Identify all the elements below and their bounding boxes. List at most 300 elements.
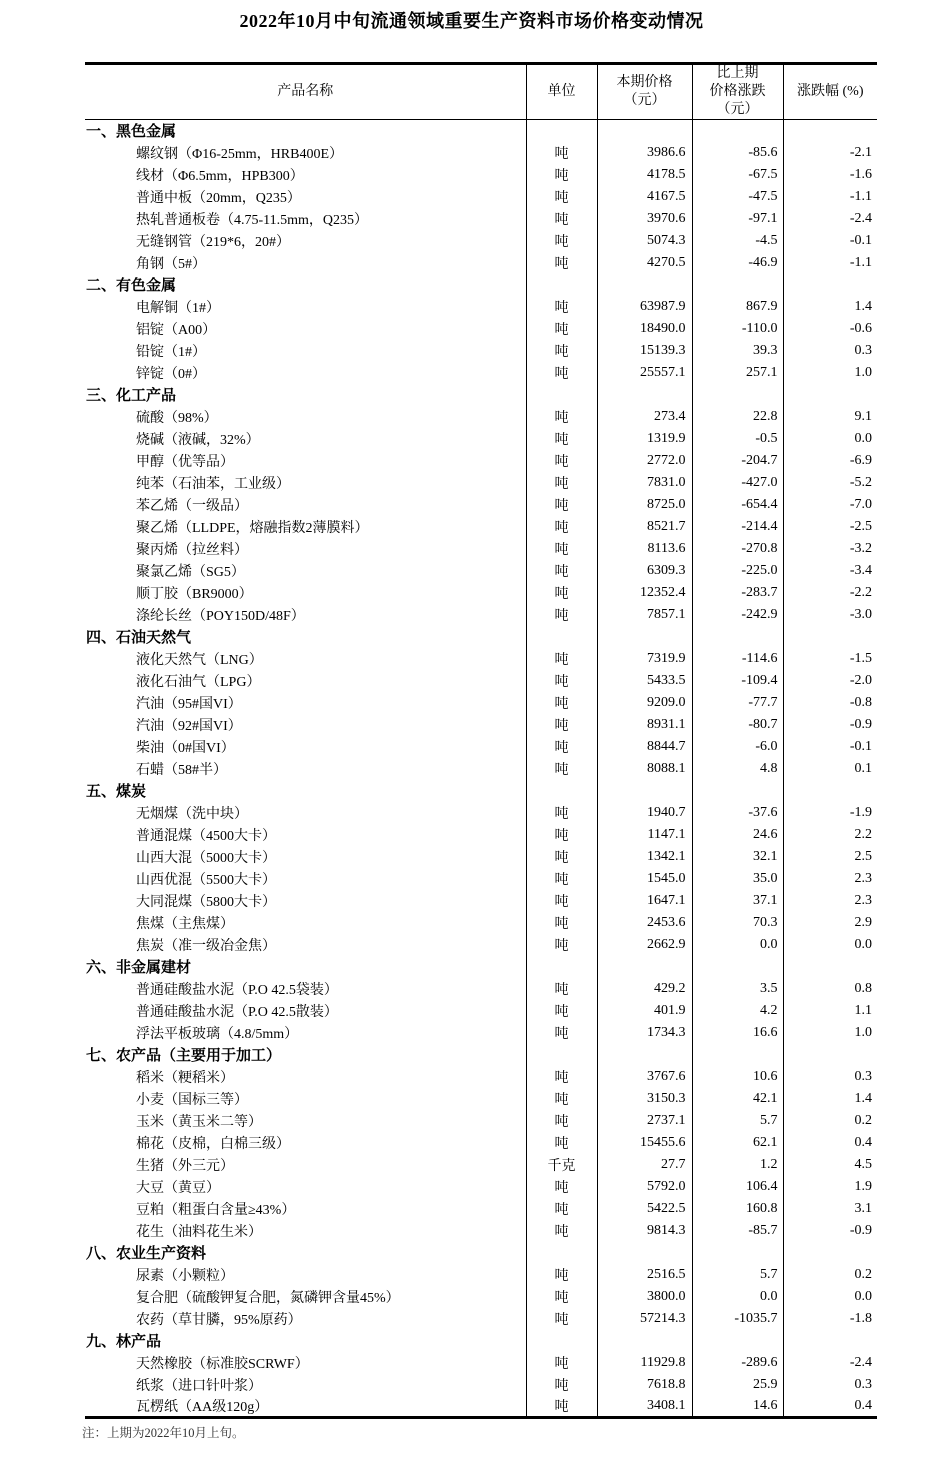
- product-row: [85, 406, 877, 428]
- product-name-cell: 山西优混（5500大卡）: [85, 868, 526, 890]
- product-row: [85, 252, 877, 274]
- current-price-cell: 1647.1: [597, 890, 692, 912]
- change-pct-cell: 0.8: [854, 980, 872, 996]
- current-price-cell: 25557.1: [597, 362, 692, 384]
- unit-cell: 吨: [526, 604, 597, 626]
- unit-cell: 吨: [526, 472, 597, 494]
- product-name-cell: 液化石油气（LPG）: [85, 670, 526, 692]
- product-row: [85, 868, 877, 890]
- product-name-cell: 线材（Φ6.5mm，HPB300）: [85, 164, 526, 186]
- empty-cell: [597, 780, 692, 802]
- product-row: [85, 538, 877, 560]
- price-change-cell: -46.9: [692, 252, 783, 274]
- unit-cell: 吨: [526, 934, 597, 956]
- change-pct-cell: -2.2: [849, 584, 872, 600]
- change-pct-cell: 0.4: [854, 1134, 872, 1150]
- price-change-cell: 257.1: [692, 362, 783, 384]
- product-name-cell: 汽油（92#国VI）: [85, 714, 526, 736]
- empty-cell: [692, 626, 783, 648]
- product-name-cell: 普通混煤（4500大卡）: [85, 824, 526, 846]
- product-row: [85, 1154, 877, 1176]
- product-name-cell: 尿素（小颗粒）: [85, 1264, 526, 1286]
- price-change-cell: 70.3: [692, 912, 783, 934]
- section-title: 一、黑色金属: [85, 120, 526, 142]
- unit-cell: 吨: [526, 362, 597, 384]
- product-name-cell: 普通硅酸盐水泥（P.O 42.5散装）: [85, 1000, 526, 1022]
- empty-cell: [692, 1330, 783, 1352]
- product-row: [85, 1198, 877, 1220]
- unit-cell: 吨: [526, 868, 597, 890]
- change-pct-cell: -1.6: [849, 166, 872, 182]
- empty-cell: [597, 1330, 692, 1352]
- product-name-cell: 普通硅酸盐水泥（P.O 42.5袋装）: [85, 978, 526, 1000]
- product-name-cell: 硫酸（98%）: [85, 406, 526, 428]
- product-row: [85, 142, 877, 164]
- product-name-cell: 铝锭（A00）: [85, 318, 526, 340]
- change-pct-cell: 2.5: [854, 848, 872, 864]
- price-change-cell: 22.8: [692, 406, 783, 428]
- change-pct-cell: 0.0: [854, 936, 872, 952]
- product-name-cell: 石蜡（58#半）: [85, 758, 526, 780]
- change-pct-cell: 0.2: [854, 1266, 872, 1282]
- product-name-cell: 复合肥（硫酸钾复合肥，氮磷钾含量45%）: [85, 1286, 526, 1308]
- product-row: [85, 1088, 877, 1110]
- product-name-cell: 汽油（95#国VI）: [85, 692, 526, 714]
- price-change-cell: 62.1: [692, 1132, 783, 1154]
- current-price-cell: 9814.3: [597, 1220, 692, 1242]
- price-change-cell: -80.7: [692, 714, 783, 736]
- product-row: [85, 1000, 877, 1022]
- price-change-cell: 32.1: [692, 846, 783, 868]
- product-row: [85, 560, 877, 582]
- product-name-cell: 纯苯（石油苯，工业级）: [85, 472, 526, 494]
- price-change-cell: -4.5: [692, 230, 783, 252]
- change-pct-cell: 1.1: [854, 1002, 872, 1018]
- current-price-cell: 1545.0: [597, 868, 692, 890]
- change-pct-cell: -1.9: [849, 804, 872, 820]
- section-title: 九、林产品: [85, 1330, 526, 1352]
- price-change-cell: 5.7: [692, 1264, 783, 1286]
- current-price-cell: 1342.1: [597, 846, 692, 868]
- change-pct-cell: 3.1: [854, 1200, 872, 1216]
- product-name-cell: 天然橡胶（标准胶SCRWF）: [85, 1352, 526, 1374]
- product-row: [85, 1110, 877, 1132]
- change-pct-cell: -2.5: [849, 518, 872, 534]
- unit-cell: 吨: [526, 846, 597, 868]
- change-pct-cell: -0.6: [849, 320, 872, 336]
- product-name-cell: 聚丙烯（拉丝料）: [85, 538, 526, 560]
- current-price-cell: 8931.1: [597, 714, 692, 736]
- empty-cell: [783, 1242, 877, 1264]
- price-change-cell: -77.7: [692, 692, 783, 714]
- current-price-cell: 18490.0: [597, 318, 692, 340]
- section-title: 四、石油天然气: [85, 626, 526, 648]
- section-row: [85, 626, 877, 648]
- unit-cell: 吨: [526, 1176, 597, 1198]
- empty-cell: [783, 956, 877, 978]
- empty-cell: [783, 780, 877, 802]
- price-change-cell: 37.1: [692, 890, 783, 912]
- empty-cell: [692, 1242, 783, 1264]
- current-price-cell: 4270.5: [597, 252, 692, 274]
- price-change-cell: -97.1: [692, 208, 783, 230]
- price-change-cell: -47.5: [692, 186, 783, 208]
- change-pct-cell: 2.9: [854, 914, 872, 930]
- price-change-cell: -242.9: [692, 604, 783, 626]
- price-change-cell: 0.0: [692, 1286, 783, 1308]
- unit-cell: 吨: [526, 318, 597, 340]
- price-change-cell: 10.6: [692, 1066, 783, 1088]
- product-row: [85, 164, 877, 186]
- unit-cell: 吨: [526, 1198, 597, 1220]
- page-title: 2022年10月中旬流通领域重要生产资料市场价格变动情况: [239, 11, 704, 31]
- header-current-price: 本期价格 （元）: [597, 64, 692, 120]
- current-price-cell: 1734.3: [597, 1022, 692, 1044]
- header-change-pct: 涨跌幅 (%): [783, 64, 877, 120]
- product-row: [85, 802, 877, 824]
- change-pct-cell: -2.1: [849, 144, 872, 160]
- change-pct-cell: -0.8: [849, 694, 872, 710]
- product-row: [85, 428, 877, 450]
- current-price-cell: 3150.3: [597, 1088, 692, 1110]
- current-price-cell: 273.4: [597, 406, 692, 428]
- price-change-cell: -37.6: [692, 802, 783, 824]
- product-name-cell: 顺丁胶（BR9000）: [85, 582, 526, 604]
- product-row: [85, 362, 877, 384]
- price-change-cell: 3.5: [692, 978, 783, 1000]
- price-change-cell: -6.0: [692, 736, 783, 758]
- price-change-cell: -225.0: [692, 560, 783, 582]
- unit-cell: 吨: [526, 164, 597, 186]
- price-change-cell: -427.0: [692, 472, 783, 494]
- empty-cell: [692, 1044, 783, 1066]
- unit-cell: 吨: [526, 1000, 597, 1022]
- price-change-cell: -214.4: [692, 516, 783, 538]
- price-change-cell: 4.8: [692, 758, 783, 780]
- current-price-cell: 15139.3: [597, 340, 692, 362]
- price-table-body: [85, 120, 877, 1418]
- unit-cell: 吨: [526, 1308, 597, 1330]
- change-pct-cell: -6.9: [849, 452, 872, 468]
- product-name-cell: 山西大混（5000大卡）: [85, 846, 526, 868]
- current-price-cell: 8521.7: [597, 516, 692, 538]
- product-row: [85, 714, 877, 736]
- product-name-cell: 生猪（外三元）: [85, 1154, 526, 1176]
- product-name-cell: 棉花（皮棉，白棉三级）: [85, 1132, 526, 1154]
- change-pct-cell: 0.1: [854, 760, 872, 776]
- unit-cell: 吨: [526, 692, 597, 714]
- product-row: [85, 758, 877, 780]
- change-pct-cell: -5.2: [849, 474, 872, 490]
- change-pct-cell: -2.4: [849, 210, 872, 226]
- section-row: [85, 120, 877, 142]
- change-pct-cell: 1.9: [854, 1178, 872, 1194]
- change-pct-cell: 0.3: [854, 1376, 872, 1392]
- product-row: [85, 296, 877, 318]
- unit-cell: 吨: [526, 648, 597, 670]
- current-price-cell: 8113.6: [597, 538, 692, 560]
- product-row: [85, 340, 877, 362]
- unit-cell: 吨: [526, 1022, 597, 1044]
- section-title: 三、化工产品: [85, 384, 526, 406]
- empty-cell: [597, 1242, 692, 1264]
- section-row: [85, 274, 877, 296]
- unit-cell: 吨: [526, 670, 597, 692]
- unit-cell: 吨: [526, 560, 597, 582]
- unit-cell: 吨: [526, 340, 597, 362]
- empty-cell: [692, 956, 783, 978]
- product-name-cell: 焦炭（准一级冶金焦）: [85, 934, 526, 956]
- section-row: [85, 384, 877, 406]
- price-change-cell: -67.5: [692, 164, 783, 186]
- current-price-cell: 1940.7: [597, 802, 692, 824]
- price-change-cell: -85.6: [692, 142, 783, 164]
- header-unit: 单位: [526, 64, 597, 120]
- change-pct-cell: -2.0: [849, 672, 872, 688]
- unit-cell: 吨: [526, 1396, 597, 1418]
- product-name-cell: 苯乙烯（一级品）: [85, 494, 526, 516]
- product-row: [85, 978, 877, 1000]
- empty-cell: [692, 120, 783, 142]
- price-change-cell: -283.7: [692, 582, 783, 604]
- unit-cell: 吨: [526, 1286, 597, 1308]
- section-row: [85, 780, 877, 802]
- current-price-cell: 3408.1: [597, 1396, 692, 1418]
- current-price-cell: 2662.9: [597, 934, 692, 956]
- header-product-name: 产品名称: [85, 64, 526, 120]
- price-change-cell: 14.6: [692, 1396, 783, 1418]
- change-pct-cell: 0.0: [854, 430, 872, 446]
- unit-cell: 吨: [526, 758, 597, 780]
- unit-cell: 吨: [526, 142, 597, 164]
- product-row: [85, 934, 877, 956]
- section-row: [85, 1330, 877, 1352]
- current-price-cell: 7857.1: [597, 604, 692, 626]
- unit-cell: 吨: [526, 1264, 597, 1286]
- product-name-cell: 浮法平板玻璃（4.8/5mm）: [85, 1022, 526, 1044]
- product-row: [85, 912, 877, 934]
- price-change-cell: 25.9: [692, 1374, 783, 1396]
- product-row: [85, 1374, 877, 1396]
- product-name-cell: 玉米（黄玉米二等）: [85, 1110, 526, 1132]
- current-price-cell: 4167.5: [597, 186, 692, 208]
- current-price-cell: 8844.7: [597, 736, 692, 758]
- change-pct-cell: -1.1: [849, 254, 872, 270]
- unit-cell: 吨: [526, 714, 597, 736]
- empty-cell: [783, 1044, 877, 1066]
- change-pct-cell: 1.0: [854, 364, 872, 380]
- product-name-cell: 锌锭（0#）: [85, 362, 526, 384]
- unit-cell: 吨: [526, 406, 597, 428]
- section-row: [85, 956, 877, 978]
- unit-cell: 吨: [526, 252, 597, 274]
- header-row: [85, 64, 877, 120]
- empty-cell: [783, 274, 877, 296]
- change-pct-cell: -0.1: [849, 738, 872, 754]
- unit-cell: 吨: [526, 428, 597, 450]
- unit-cell: 吨: [526, 516, 597, 538]
- price-change-cell: 42.1: [692, 1088, 783, 1110]
- price-change-cell: 39.3: [692, 340, 783, 362]
- current-price-cell: 3767.6: [597, 1066, 692, 1088]
- product-name-cell: 聚乙烯（LLDPE，熔融指数2薄膜料）: [85, 516, 526, 538]
- product-row: [85, 1396, 877, 1418]
- price-change-cell: -270.8: [692, 538, 783, 560]
- product-row: [85, 186, 877, 208]
- price-change-cell: -289.6: [692, 1352, 783, 1374]
- unit-cell: 吨: [526, 978, 597, 1000]
- change-pct-cell: 4.5: [854, 1156, 872, 1172]
- current-price-cell: 7831.0: [597, 472, 692, 494]
- product-name-cell: 铅锭（1#）: [85, 340, 526, 362]
- empty-cell: [597, 274, 692, 296]
- unit-cell: 吨: [526, 296, 597, 318]
- unit-cell: 吨: [526, 912, 597, 934]
- product-name-cell: 螺纹钢（Φ16-25mm，HRB400E）: [85, 142, 526, 164]
- product-row: [85, 208, 877, 230]
- product-name-cell: 甲醇（优等品）: [85, 450, 526, 472]
- price-change-cell: -110.0: [692, 318, 783, 340]
- product-row: [85, 1220, 877, 1242]
- price-change-cell: -114.6: [692, 648, 783, 670]
- current-price-cell: 8088.1: [597, 758, 692, 780]
- change-pct-cell: 2.3: [854, 870, 872, 886]
- empty-cell: [526, 384, 597, 406]
- current-price-cell: 15455.6: [597, 1132, 692, 1154]
- current-price-cell: 6309.3: [597, 560, 692, 582]
- section-row: [85, 1044, 877, 1066]
- current-price-cell: 5433.5: [597, 670, 692, 692]
- unit-cell: 吨: [526, 1110, 597, 1132]
- unit-cell: 吨: [526, 824, 597, 846]
- current-price-cell: 7319.9: [597, 648, 692, 670]
- product-name-cell: 液化天然气（LNG）: [85, 648, 526, 670]
- empty-cell: [692, 274, 783, 296]
- empty-cell: [692, 780, 783, 802]
- product-row: [85, 1308, 877, 1330]
- current-price-cell: 1319.9: [597, 428, 692, 450]
- current-price-cell: 8725.0: [597, 494, 692, 516]
- product-name-cell: 大同混煤（5800大卡）: [85, 890, 526, 912]
- unit-cell: 吨: [526, 538, 597, 560]
- product-row: [85, 1264, 877, 1286]
- change-pct-cell: 0.4: [854, 1397, 872, 1413]
- product-name-cell: 聚氯乙烯（SG5）: [85, 560, 526, 582]
- product-name-cell: 豆粕（粗蛋白含量≥43%）: [85, 1198, 526, 1220]
- product-row: [85, 648, 877, 670]
- product-row: [85, 846, 877, 868]
- change-pct-cell: -1.8: [849, 1310, 872, 1326]
- price-change-cell: 5.7: [692, 1110, 783, 1132]
- empty-cell: [597, 1044, 692, 1066]
- product-row: [85, 582, 877, 604]
- empty-cell: [526, 1330, 597, 1352]
- section-title: 八、农业生产资料: [85, 1242, 526, 1264]
- product-name-cell: 普通中板（20mm，Q235）: [85, 186, 526, 208]
- unit-cell: 吨: [526, 494, 597, 516]
- product-name-cell: 大豆（黄豆）: [85, 1176, 526, 1198]
- current-price-cell: 3800.0: [597, 1286, 692, 1308]
- product-name-cell: 烧碱（液碱，32%）: [85, 428, 526, 450]
- change-pct-cell: 0.2: [854, 1112, 872, 1128]
- change-pct-cell: 0.0: [854, 1288, 872, 1304]
- product-row: [85, 516, 877, 538]
- change-pct-cell: -0.9: [849, 716, 872, 732]
- product-row: [85, 1132, 877, 1154]
- product-row: [85, 1022, 877, 1044]
- change-pct-cell: -2.4: [849, 1354, 872, 1370]
- product-row: [85, 1176, 877, 1198]
- empty-cell: [526, 956, 597, 978]
- product-row: [85, 890, 877, 912]
- empty-cell: [526, 780, 597, 802]
- empty-cell: [526, 1044, 597, 1066]
- unit-cell: 吨: [526, 1220, 597, 1242]
- header-price-change: 比上期 价格涨跌 （元）: [692, 64, 783, 120]
- section-title: 五、煤炭: [85, 780, 526, 802]
- price-change-cell: 867.9: [692, 296, 783, 318]
- current-price-cell: 2772.0: [597, 450, 692, 472]
- product-name-cell: 小麦（国标三等）: [85, 1088, 526, 1110]
- price-change-cell: -109.4: [692, 670, 783, 692]
- empty-cell: [597, 384, 692, 406]
- price-change-cell: 35.0: [692, 868, 783, 890]
- change-pct-cell: -3.2: [849, 540, 872, 556]
- product-row: [85, 230, 877, 252]
- current-price-cell: 12352.4: [597, 582, 692, 604]
- product-row: [85, 670, 877, 692]
- change-pct-cell: -0.9: [849, 1222, 872, 1238]
- price-change-cell: -654.4: [692, 494, 783, 516]
- product-row: [85, 1286, 877, 1308]
- change-pct-cell: -3.4: [849, 562, 872, 578]
- current-price-cell: 9209.0: [597, 692, 692, 714]
- unit-cell: 吨: [526, 890, 597, 912]
- change-pct-cell: 2.3: [854, 892, 872, 908]
- empty-cell: [526, 626, 597, 648]
- current-price-cell: 11929.8: [597, 1352, 692, 1374]
- current-price-cell: 27.7: [597, 1154, 692, 1176]
- unit-cell: 吨: [526, 802, 597, 824]
- footnote: 注：上期为2022年10月上旬。: [82, 1426, 245, 1440]
- product-row: [85, 736, 877, 758]
- product-name-cell: 焦煤（主焦煤）: [85, 912, 526, 934]
- product-row: [85, 450, 877, 472]
- change-pct-cell: 2.2: [854, 826, 872, 842]
- empty-cell: [783, 1330, 877, 1352]
- change-pct-cell: 1.4: [854, 1090, 872, 1106]
- product-row: [85, 1352, 877, 1374]
- product-row: [85, 1066, 877, 1088]
- price-table: [85, 62, 877, 1419]
- unit-cell: 吨: [526, 208, 597, 230]
- product-name-cell: 花生（油料花生米）: [85, 1220, 526, 1242]
- empty-cell: [783, 120, 877, 142]
- change-pct-cell: -1.5: [849, 650, 872, 666]
- product-row: [85, 494, 877, 516]
- empty-cell: [692, 384, 783, 406]
- unit-cell: 吨: [526, 450, 597, 472]
- current-price-cell: 3970.6: [597, 208, 692, 230]
- current-price-cell: 63987.9: [597, 296, 692, 318]
- product-name-cell: 农药（草甘膦，95%原药）: [85, 1308, 526, 1330]
- price-change-cell: -1035.7: [692, 1308, 783, 1330]
- unit-cell: 吨: [526, 230, 597, 252]
- current-price-cell: 429.2: [597, 978, 692, 1000]
- change-pct-cell: 9.1: [854, 408, 872, 424]
- current-price-cell: 3986.6: [597, 142, 692, 164]
- empty-cell: [783, 626, 877, 648]
